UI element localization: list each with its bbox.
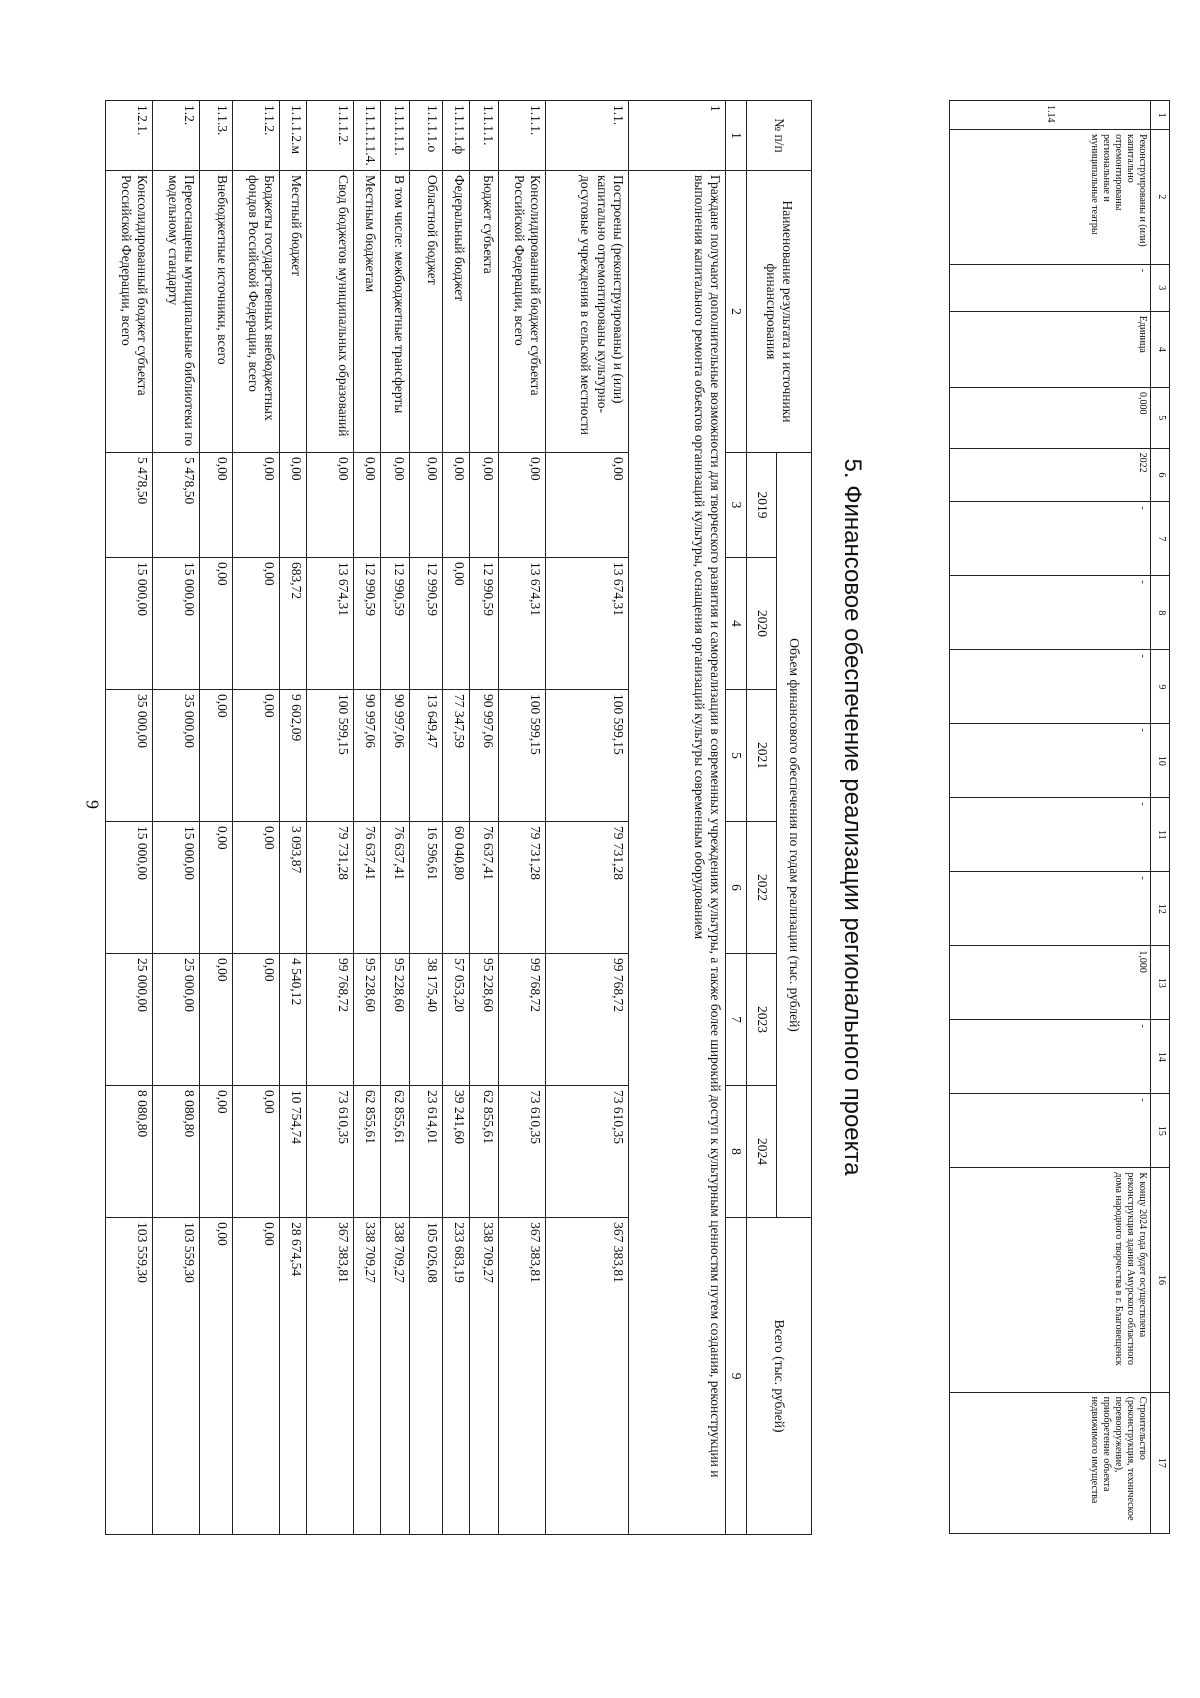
financing-row [105, 101, 152, 1535]
source-name: Внебюджетные источники, всего [199, 171, 232, 453]
year-value: 99 768,72 [545, 954, 628, 1086]
base-year-cell: 2022 [950, 448, 1151, 502]
year-header: 2020 [747, 558, 777, 690]
header-num: № п/п [747, 101, 812, 171]
column-index: 3 [725, 453, 746, 558]
cell: - [950, 650, 1151, 724]
results-table-row [950, 101, 1151, 1534]
financing-row [353, 101, 380, 1535]
source-name: Областной бюджет [409, 171, 442, 453]
source-name: Местный бюджет [279, 171, 306, 453]
year-value: 10 754,74 [279, 1086, 306, 1218]
column-index: 6 [725, 822, 746, 954]
total-value: 0,00 [232, 1218, 279, 1535]
year-value: 15 000,00 [105, 822, 152, 954]
year-value: 5 478,50 [105, 453, 152, 558]
year-value: 0,00 [199, 690, 232, 822]
financing-row [232, 101, 279, 1535]
results-table-header [1151, 101, 1170, 1534]
results-col-header: 11 [1151, 798, 1170, 872]
year-value: 38 175,40 [409, 954, 442, 1086]
row-number: 1.1.1.1.1. [380, 101, 409, 171]
financing-row [380, 101, 409, 1535]
column-index: 2 [725, 171, 746, 453]
rotated-page-content [118, 100, 1170, 1540]
year-value: 23 614,01 [409, 1086, 442, 1218]
year-value: 0,00 [232, 822, 279, 954]
financing-row [498, 101, 545, 1535]
results-col-header: 17 [1151, 1392, 1170, 1533]
total-value: 338 709,27 [469, 1218, 498, 1535]
year-value: 0,00 [199, 954, 232, 1086]
row-number: 1.1.1.1.о [409, 101, 442, 171]
year-value: 0,00 [442, 558, 469, 690]
results-col-header: 2 [1151, 130, 1170, 265]
year-value: 99 768,72 [306, 954, 353, 1086]
column-index: 5 [725, 690, 746, 822]
year-value: 35 000,00 [105, 690, 152, 822]
year-value: 62 855,61 [353, 1086, 380, 1218]
year-header: 2021 [747, 690, 777, 822]
cell: - [950, 264, 1151, 311]
results-col-header: 9 [1151, 650, 1170, 724]
cell: - [950, 502, 1151, 576]
total-value: 233 683,19 [442, 1218, 469, 1535]
year-value: 0,00 [232, 1086, 279, 1218]
task-number: 1 [628, 101, 725, 171]
year-value: 15 000,00 [152, 558, 199, 690]
financing-row [442, 101, 469, 1535]
year-value: 35 000,00 [152, 690, 199, 822]
year-value: 60 040,80 [442, 822, 469, 954]
year-value: 0,00 [442, 453, 469, 558]
source-name: Бюджет субъекта [469, 171, 498, 453]
row-number: 1.1.1.1.ф [442, 101, 469, 171]
financing-row [469, 101, 498, 1535]
year-value: 15 000,00 [152, 822, 199, 954]
year-value: 99 768,72 [498, 954, 545, 1086]
result-type: Строительство (реконструкция, техническое перевооружение), приобретение объекта недвижимого имущества [950, 1392, 1151, 1533]
financing-row [409, 101, 442, 1535]
results-col-header: 3 [1151, 264, 1170, 311]
year-value: 73 610,35 [498, 1086, 545, 1218]
financing-row [279, 101, 306, 1535]
year-value: 13 674,31 [498, 558, 545, 690]
year-value: 13 674,31 [545, 558, 628, 690]
results-col-header: 8 [1151, 576, 1170, 650]
cell: - [950, 872, 1151, 946]
year-value: 0,00 [232, 558, 279, 690]
year-value: 0,00 [232, 453, 279, 558]
year-value: 0,00 [409, 453, 442, 558]
total-value: 338 709,27 [380, 1218, 409, 1535]
results-col-header: 16 [1151, 1168, 1170, 1392]
year-value: 79 731,28 [306, 822, 353, 954]
results-col-header: 12 [1151, 872, 1170, 946]
year-value: 0,00 [353, 453, 380, 558]
year-value: 9 602,09 [279, 690, 306, 822]
year-value: 0,00 [469, 453, 498, 558]
results-col-header: 10 [1151, 724, 1170, 798]
year-value: 0,00 [279, 453, 306, 558]
page-number: 9 [82, 800, 103, 809]
year-value: 90 997,06 [353, 690, 380, 822]
year-header: 2022 [747, 822, 777, 954]
header-total: Всего (тыс. рублей) [747, 1218, 812, 1535]
cell: - [950, 798, 1151, 872]
year-value: 5 478,50 [152, 453, 199, 558]
financing-table [105, 100, 812, 1535]
header-volume: Объем финансового обеспечения по годам реализации (тыс. рублей) [777, 453, 812, 1218]
year-value: 25 000,00 [152, 954, 199, 1086]
cell: - [950, 1020, 1151, 1094]
year-value: 73 610,35 [306, 1086, 353, 1218]
row-number: 1.2. [152, 101, 199, 171]
year-value: 90 997,06 [469, 690, 498, 822]
year-value: 77 347,59 [442, 690, 469, 822]
total-value: 105 026,08 [409, 1218, 442, 1535]
year-value: 39 241,60 [442, 1086, 469, 1218]
financing-header-row [777, 101, 812, 1535]
year-value: 3 093,87 [279, 822, 306, 954]
year-value: 62 855,61 [469, 1086, 498, 1218]
column-index: 1 [725, 101, 746, 171]
total-value: 103 559,30 [152, 1218, 199, 1535]
results-col-header: 5 [1151, 388, 1170, 449]
year-value: 13 674,31 [306, 558, 353, 690]
results-col-header: 14 [1151, 1020, 1170, 1094]
year-value: 95 228,60 [380, 954, 409, 1086]
year-value: 73 610,35 [545, 1086, 628, 1218]
source-name: В том числе: межбюджетные трансферты [380, 171, 409, 453]
year-value: 12 990,59 [469, 558, 498, 690]
source-name: Консолидированный бюджет субъекта Российской Федерации, всего [105, 171, 152, 453]
results-table [949, 100, 1170, 1534]
year-value: 12 990,59 [409, 558, 442, 690]
cell: - [950, 1094, 1151, 1168]
total-value: 338 709,27 [353, 1218, 380, 1535]
year-value: 683,72 [279, 558, 306, 690]
base-value-cell: 0,000 [950, 388, 1151, 449]
year-value: 100 599,15 [306, 690, 353, 822]
column-index: 7 [725, 954, 746, 1086]
result-name: Реконструированы и (или) капитально отремонтированы региональные и муниципальные театры [950, 130, 1151, 265]
total-value: 103 559,30 [105, 1218, 152, 1535]
row-number: 1.2.1. [105, 101, 152, 171]
source-name: Переоснащены муниципальные библиотеки по модельному стандарту [152, 171, 199, 453]
cell: - [950, 724, 1151, 798]
year-value: 25 000,00 [105, 954, 152, 1086]
year-value: 0,00 [199, 558, 232, 690]
source-name: Консолидированный бюджет субъекта Российской Федерации, всего [498, 171, 545, 453]
column-index: 9 [725, 1218, 746, 1535]
year-value: 90 997,06 [380, 690, 409, 822]
year-value: 0,00 [545, 453, 628, 558]
year-value: 57 053,20 [442, 954, 469, 1086]
financing-row [306, 101, 353, 1535]
column-index: 8 [725, 1086, 746, 1218]
year-value: 0,00 [199, 1086, 232, 1218]
results-col-header: 4 [1151, 311, 1170, 387]
year-header: 2024 [747, 1086, 777, 1218]
source-name: Построены (реконструированы) и (или) капитально отремонтированы культурно-досуговые учреждения в сельской местности [545, 171, 628, 453]
task-description: Граждане получают дополнительные возможности для творческого развития и самореализации в современных учреждениях культуры, а также более широкий доступ к культурным ценностям путем создания, реконструкции и выполнения капитального ремонта объектов организаций культуры, оснащения организаций культуры современным оборудованием [628, 171, 725, 1535]
row-number: 1.1.1.1.1.4. [353, 101, 380, 171]
year-value: 76 637,41 [469, 822, 498, 954]
row-number: 1.14 [950, 101, 1151, 130]
results-col-header: 6 [1151, 448, 1170, 502]
year-value: 79 731,28 [498, 822, 545, 954]
year-header: 2023 [747, 954, 777, 1086]
results-col-header: 7 [1151, 502, 1170, 576]
row-number: 1.1.1. [498, 101, 545, 171]
results-col-header: 1 [1151, 101, 1170, 130]
year-value: 8 080,80 [105, 1086, 152, 1218]
financing-index-row [725, 101, 746, 1535]
year-value: 79 731,28 [545, 822, 628, 954]
year-value: 16 596,61 [409, 822, 442, 954]
year-value: 95 228,60 [469, 954, 498, 1086]
row-number: 1.1.3. [199, 101, 232, 171]
result-description: К концу 2024 года будет осуществлена реконструкция здания Амурского областного дома народного творчества в г. Благовещенск [950, 1168, 1151, 1392]
total-value: 28 674,54 [279, 1218, 306, 1535]
source-name: Бюджеты государственных внебюджетных фондов Российской Федерации, всего [232, 171, 279, 453]
year-value: 15 000,00 [105, 558, 152, 690]
header-name: Наименование результата и источники финансирования [747, 171, 812, 453]
year-value: 76 637,41 [380, 822, 409, 954]
column-index: 4 [725, 558, 746, 690]
total-value: 367 383,81 [545, 1218, 628, 1535]
total-value: 367 383,81 [306, 1218, 353, 1535]
financing-row [152, 101, 199, 1535]
section-title: 5. Финансовое обеспечение реализации регионального проекта [839, 458, 866, 1176]
year-value: 0,00 [199, 453, 232, 558]
cell: 1,000 [950, 946, 1151, 1020]
source-name: Свод бюджетов муниципальных образований [306, 171, 353, 453]
year-value: 95 228,60 [353, 954, 380, 1086]
year-value: 0,00 [306, 453, 353, 558]
row-number: 1.1.2. [232, 101, 279, 171]
year-value: 0,00 [380, 453, 409, 558]
total-value: 0,00 [199, 1218, 232, 1535]
row-number: 1.1.1.1. [469, 101, 498, 171]
row-number: 1.1.1.2.м [279, 101, 306, 171]
financing-row [199, 101, 232, 1535]
year-value: 4 540,12 [279, 954, 306, 1086]
year-value: 13 649,47 [409, 690, 442, 822]
results-col-header: 13 [1151, 946, 1170, 1020]
financing-row [545, 101, 628, 1535]
task-row [628, 101, 725, 1535]
year-value: 76 637,41 [353, 822, 380, 954]
year-value: 12 990,59 [380, 558, 409, 690]
year-value: 0,00 [232, 690, 279, 822]
cell: - [950, 576, 1151, 650]
year-value: 62 855,61 [380, 1086, 409, 1218]
source-name: Федеральный бюджет [442, 171, 469, 453]
source-name: Местным бюджетам [353, 171, 380, 453]
year-value: 8 080,80 [152, 1086, 199, 1218]
year-header: 2019 [747, 453, 777, 558]
year-value: 0,00 [232, 954, 279, 1086]
year-value: 12 990,59 [353, 558, 380, 690]
year-value: 100 599,15 [498, 690, 545, 822]
row-number: 1.1.1.2. [306, 101, 353, 171]
year-value: 0,00 [199, 822, 232, 954]
results-col-header: 15 [1151, 1094, 1170, 1168]
row-number: 1.1. [545, 101, 628, 171]
year-value: 0,00 [498, 453, 545, 558]
year-value: 100 599,15 [545, 690, 628, 822]
total-value: 367 383,81 [498, 1218, 545, 1535]
unit-cell: Единица [950, 311, 1151, 387]
